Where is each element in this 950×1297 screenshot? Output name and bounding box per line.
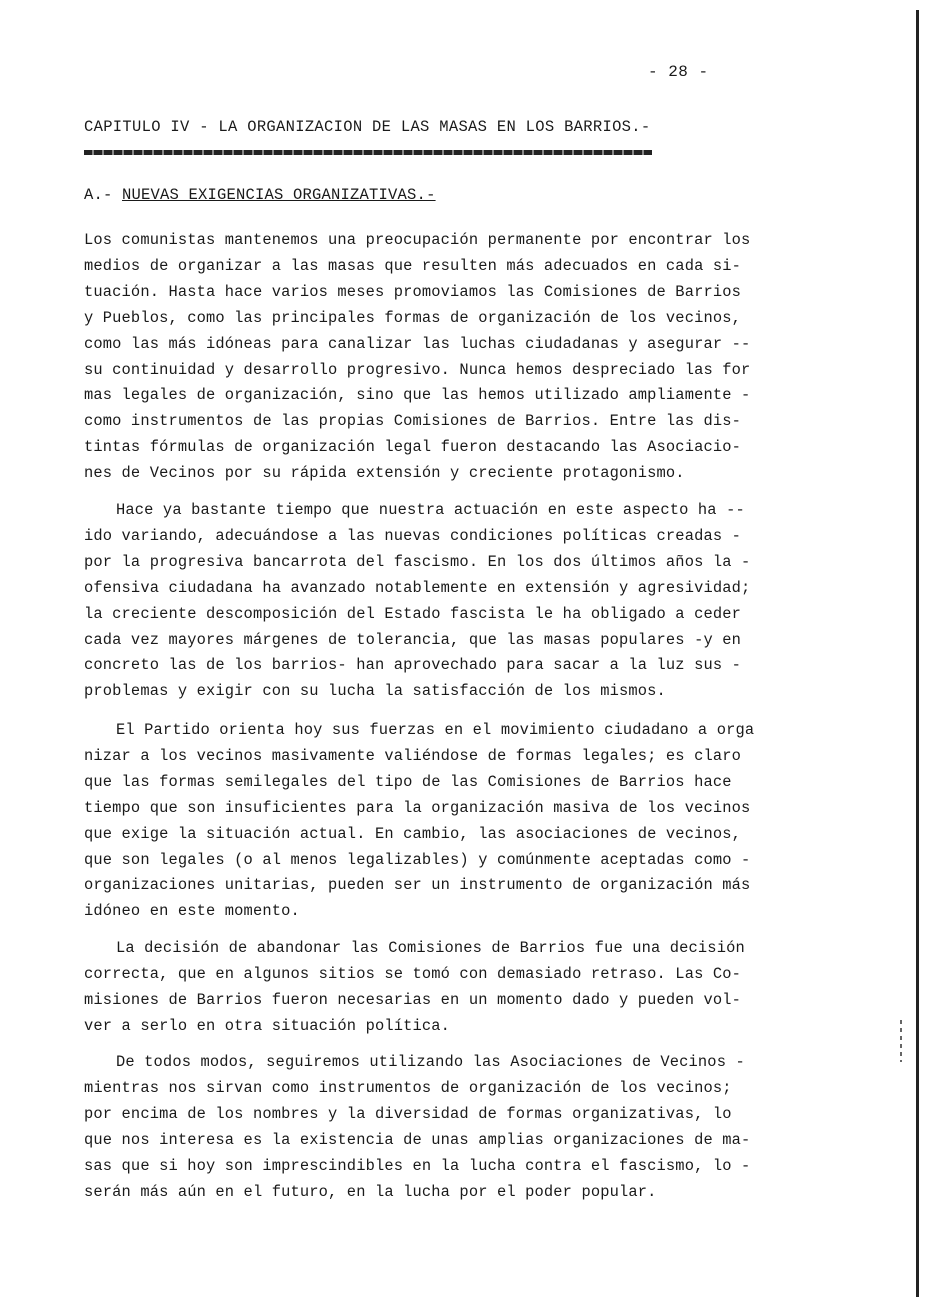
paragraph-1	[84, 228, 784, 487]
page-edge-marks	[900, 1020, 902, 1062]
text-line: nes de Vecinos por su rápida extensión y creciente protagonismo.	[84, 464, 685, 483]
text-line: como instrumentos de las propias Comisiones de Barrios. Entre las dis-	[84, 412, 742, 431]
text-line: El Partido orienta hoy sus fuerzas en el movimiento ciudadano a orga	[116, 721, 755, 739]
paragraph-4	[84, 936, 784, 1040]
text-line: misiones de Barrios fueron necesarias en un momento dado y pueden vol-	[84, 990, 742, 1009]
text-line: tiempo que son insuficientes para la organización masiva de los vecinos	[84, 798, 751, 817]
text-line: medios de organizar a las masas que resulten más adecuados en cada si-	[84, 256, 742, 275]
text-line: la creciente descomposición del Estado fascista le ha obligado a ceder	[84, 604, 742, 623]
text-line: su continuidad y desarrollo progresivo. Nunca hemos despreciado las for	[84, 360, 751, 379]
text-line: y Pueblos, como las principales formas de organización de los vecinos,	[84, 308, 742, 327]
text-line: La decisión de abandonar las Comisiones de Barrios fue una decisión	[116, 939, 745, 957]
text-line: organizaciones unitarias, pueden ser un instrumento de organización más	[84, 876, 751, 895]
text-line: correcta, que en algunos sitios se tomó con demasiado retraso. Las Co-	[84, 964, 742, 983]
text-line: ido variando, adecuándose a las nuevas condiciones políticas creadas -	[84, 526, 742, 545]
text-line: como las más idóneas para canalizar las luchas ciudadanas y asegurar --	[84, 334, 751, 353]
text-line: por la progresiva bancarrota del fascismo. En los dos últimos años la -	[84, 552, 751, 571]
page-edge-shadow	[916, 10, 919, 1297]
paragraph-2	[84, 498, 784, 705]
text-line: cada vez mayores márgenes de tolerancia, que las masas populares -y en	[84, 630, 742, 649]
text-line: por encima de los nombres y la diversidad de formas organizativas, lo	[84, 1104, 732, 1123]
text-line: tuación. Hasta hace varios meses promoviamos las Comisiones de Barrios	[84, 282, 742, 301]
text-line: serán más aún en el futuro, en la lucha por el poder popular.	[84, 1182, 657, 1201]
text-line: mas legales de organización, sino que las hemos utilizado ampliamente -	[84, 386, 751, 405]
text-line: Hace ya bastante tiempo que nuestra actuación en este aspecto ha --	[116, 501, 745, 519]
paragraph-3	[84, 718, 784, 925]
text-line: mientras nos sirvan como instrumentos de organización de los vecinos;	[84, 1078, 732, 1097]
text-line: ofensiva ciudadana ha avanzado notablemente en extensión y agresividad;	[84, 578, 751, 597]
text-line: que nos interesa es la existencia de unas amplias organizaciones de ma-	[84, 1130, 751, 1149]
text-line: tintas fórmulas de organización legal fueron destacando las Asociacio-	[84, 438, 742, 457]
section-heading	[84, 186, 436, 204]
text-line: que son legales (o al menos legalizables) y comúnmente aceptadas como -	[84, 850, 751, 869]
text-line: que las formas semilegales del tipo de las Comisiones de Barrios hace	[84, 772, 732, 791]
text-line: idóneo en este momento.	[84, 902, 300, 921]
text-line: De todos modos, seguiremos utilizando las Asociaciones de Vecinos -	[116, 1053, 745, 1071]
text-line: que exige la situación actual. En cambio, las asociaciones de vecinos,	[84, 824, 742, 843]
text-line: ver a serlo en otra situación política.	[84, 1016, 451, 1035]
text-line: Los comunistas mantenemos una preocupación permanente por encontrar los	[84, 231, 751, 249]
section-title: NUEVAS EXIGENCIAS ORGANIZATIVAS.-	[122, 186, 436, 204]
page-number: - 28 -	[648, 63, 709, 81]
paragraph-5	[84, 1050, 784, 1205]
text-line: sas que si hoy son imprescindibles en la lucha contra el fascismo, lo -	[84, 1156, 751, 1175]
text-line: nizar a los vecinos masivamente valiéndose de formas legales; es claro	[84, 746, 742, 765]
text-line: concreto las de los barrios- han aprovechado para sacar a la luz sus -	[84, 656, 742, 675]
text-line: problemas y exigir con su lucha la satisfacción de los mismos.	[84, 682, 666, 701]
section-prefix: A.-	[84, 186, 123, 204]
heading-underline-rule	[84, 150, 652, 155]
chapter-heading: CAPITULO IV - LA ORGANIZACION DE LAS MASAS EN LOS BARRIOS.-	[84, 118, 651, 136]
